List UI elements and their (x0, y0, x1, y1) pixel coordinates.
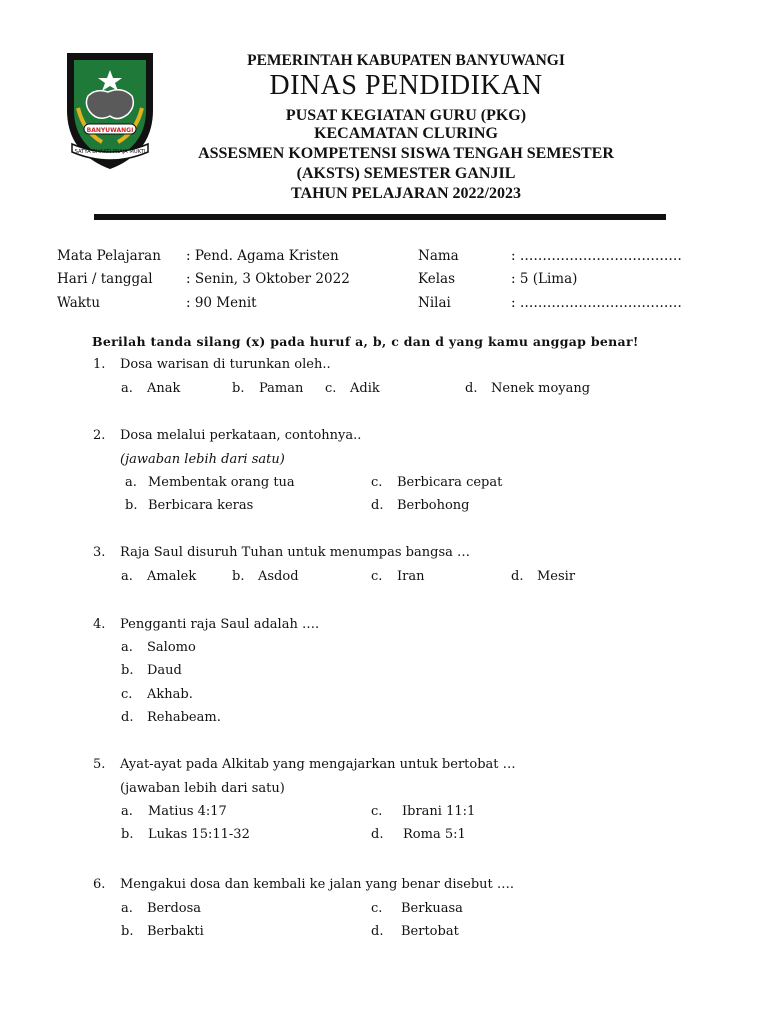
option-text: Akhab. (147, 687, 193, 702)
option-letter[interactable]: c. (371, 569, 383, 584)
class-label: Kelas (418, 271, 456, 287)
question-text: Mengakui dosa dan kembali ke jalan yang benar disebut …. (120, 877, 515, 892)
subject-value: : Pend. Agama Kristen (186, 248, 339, 264)
option-letter[interactable]: d. (511, 569, 524, 584)
header-center: PUSAT KEGIATAN GURU (PKG) (285, 107, 527, 124)
header-district: KECAMATAN CLURING (314, 125, 498, 142)
option-letter[interactable]: a. (121, 381, 133, 396)
name-field[interactable]: : ……………………………… (511, 248, 682, 264)
option-letter[interactable]: c. (371, 804, 383, 819)
option-text: Bertobat (401, 924, 459, 939)
name-label: Nama (418, 248, 459, 264)
instruction: Berilah tanda silang (x) pada huruf a, b, c dan d yang kamu anggap benar! (92, 334, 639, 349)
time-label: Waktu (57, 295, 101, 311)
option-text: Nenek moyang (491, 381, 591, 396)
option-text: Membentak orang tua (148, 475, 295, 490)
question-note: (jawaban lebih dari satu) (120, 452, 285, 467)
option-letter[interactable]: c. (371, 475, 383, 490)
option-text: Amalek (147, 569, 197, 584)
question-note: (jawaban lebih dari satu) (120, 781, 285, 796)
option-text: Lukas 15:11-32 (148, 827, 250, 842)
question-number: 3. (93, 545, 106, 560)
class-value: : 5 (Lima) (511, 271, 578, 287)
option-text: Berkuasa (401, 901, 463, 916)
option-letter[interactable]: a. (125, 475, 137, 490)
question-text: Ayat-ayat pada Alkitab yang mengajarkan untuk bertobat … (120, 757, 516, 772)
option-letter[interactable]: c. (121, 687, 133, 702)
banyuwangi-regency-logo (62, 48, 158, 172)
header-exam-title: ASSESMEN KOMPETENSI SISWA TENGAH SEMESTER (198, 145, 614, 162)
option-text: Rehabeam. (147, 710, 221, 725)
option-text: Berbakti (147, 924, 204, 939)
option-text: Anak (147, 381, 181, 396)
option-letter[interactable]: d. (371, 924, 384, 939)
header-divider (94, 214, 666, 220)
question-number: 4. (93, 617, 106, 632)
question-number: 2. (93, 428, 106, 443)
header-office: DINAS PENDIDIKAN (269, 70, 543, 101)
option-text: Berbicara keras (148, 498, 254, 513)
option-letter[interactable]: a. (121, 569, 133, 584)
option-text: Daud (147, 663, 182, 678)
option-letter[interactable]: b. (121, 924, 134, 939)
date-label: Hari / tanggal (57, 271, 153, 287)
question-number: 6. (93, 877, 106, 892)
option-text: Salomo (147, 640, 196, 655)
option-text: Adik (350, 381, 380, 396)
option-text: Paman (259, 381, 304, 396)
option-text: Asdod (258, 569, 299, 584)
score-label: Nilai (418, 295, 451, 311)
option-letter[interactable]: c. (325, 381, 337, 396)
option-text: Berbicara cepat (397, 475, 503, 490)
question-number: 1. (93, 357, 106, 372)
option-letter[interactable]: a. (121, 640, 133, 655)
question-text: Dosa melalui perkataan, contohnya.. (120, 428, 362, 443)
question-text: Raja Saul disuruh Tuhan untuk menumpas bangsa … (120, 545, 470, 560)
option-text: Iran (397, 569, 425, 584)
option-letter[interactable]: a. (121, 901, 133, 916)
option-text: Matius 4:17 (148, 804, 227, 819)
option-text: Berbohong (397, 498, 470, 513)
question-number: 5. (93, 757, 106, 772)
time-value: : 90 Menit (186, 295, 257, 311)
option-letter[interactable]: a. (121, 804, 133, 819)
option-letter[interactable]: c. (371, 901, 383, 916)
option-letter[interactable]: b. (232, 569, 245, 584)
question-text: Dosa warisan di turunkan oleh.. (120, 357, 331, 372)
header-exam-sub: (AKSTS) SEMESTER GANJIL (296, 165, 516, 182)
option-letter[interactable]: d. (121, 710, 134, 725)
option-text: Roma 5:1 (403, 827, 466, 842)
header-school-year: TAHUN PELAJARAN 2022/2023 (291, 185, 521, 202)
option-letter[interactable]: d. (465, 381, 478, 396)
option-letter[interactable]: b. (121, 827, 134, 842)
option-letter[interactable]: d. (371, 827, 384, 842)
subject-label: Mata Pelajaran (57, 248, 161, 264)
score-field[interactable]: : ……………………………… (511, 295, 682, 311)
option-letter[interactable]: b. (125, 498, 138, 513)
option-text: Mesir (537, 569, 576, 584)
option-letter[interactable]: b. (121, 663, 134, 678)
option-text: Ibrani 11:1 (402, 804, 476, 819)
option-text: Berdosa (147, 901, 202, 916)
header-government: PEMERINTAH KABUPATEN BANYUWANGI (247, 52, 565, 69)
logo-motto-text: SATYA BHAKTI PRAJA MUKTI (74, 149, 146, 155)
option-letter[interactable]: b. (232, 381, 245, 396)
logo-name-text: BANYUWANGI (86, 127, 134, 134)
question-text: Pengganti raja Saul adalah …. (120, 617, 320, 632)
option-letter[interactable]: d. (371, 498, 384, 513)
date-value: : Senin, 3 Oktober 2022 (186, 271, 350, 287)
